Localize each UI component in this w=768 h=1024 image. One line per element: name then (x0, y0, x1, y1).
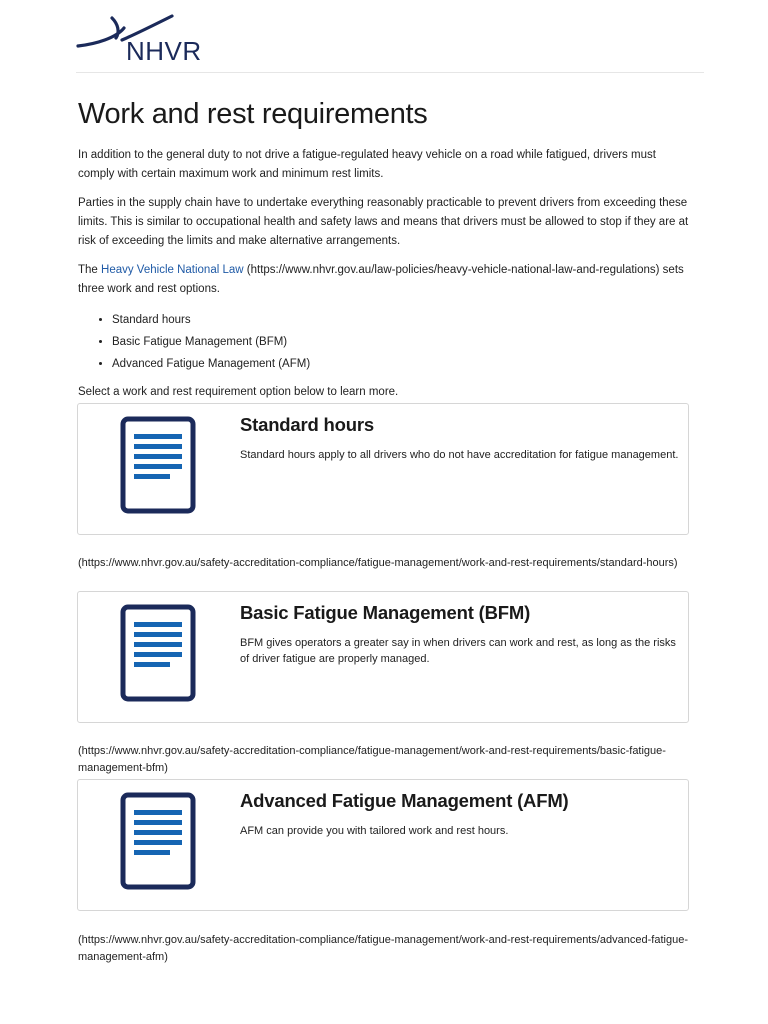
options-list (78, 309, 694, 375)
card-title: Basic Fatigue Management (BFM) (240, 602, 531, 623)
card-description: AFM can provide you with tailored work and rest hours. (240, 825, 509, 837)
card-url-afm: (https://www.nhvr.gov.au/safety-accreditation-compliance/fatigue-management/work-and-rest-requirements/advanced-fatigue-management-afm) (78, 934, 688, 963)
card-url-bfm: (https://www.nhvr.gov.au/safety-accreditation-compliance/fatigue-management/work-and-rest-requirements/basic-fatigue-management-bfm) (78, 745, 666, 774)
document-icon (120, 792, 196, 890)
list-item: • Basic Fatigue Management (BFM) (112, 331, 694, 353)
page-title: Work and rest requirements (78, 98, 428, 130)
card-standard-hours[interactable] (77, 403, 689, 535)
intro-paragraph-2: Parties in the supply chain have to undertake everything reasonably practicable to prevent drivers from exceeding these limits. This is similar to occupational health and safety laws and means that drivers must be allowed to stop if they are at risk of exceeding the limits and make alternative arrangements. (78, 197, 689, 247)
main-content (78, 96, 694, 412)
law-prefix: The (78, 264, 102, 276)
card-description: Standard hours apply to all drivers who do not have accreditation for fatigue management. (240, 449, 679, 461)
card-url-standard-hours: (https://www.nhvr.gov.au/safety-accreditation-compliance/fatigue-management/work-and-rest-requirements/standard-hours) (78, 557, 678, 569)
select-instruction: Select a work and rest requirement option below to learn more. (78, 386, 399, 398)
brand-name: NHVR (126, 36, 202, 66)
list-item: • Advanced Fatigue Management (AFM) (112, 353, 694, 375)
heavy-vehicle-national-law-link[interactable]: Heavy Vehicle National Law (101, 264, 244, 276)
site-header (0, 0, 768, 72)
list-item: • Standard hours (112, 309, 694, 331)
document-icon (120, 604, 196, 702)
card-title: Standard hours (240, 414, 374, 435)
law-suffix: (https://www.nhvr.gov.au/law-policies/heavy-vehicle-national-law-and-regulations) sets three work and rest options. (78, 264, 684, 295)
card-afm[interactable] (77, 779, 689, 911)
card-bfm[interactable] (77, 591, 689, 723)
intro-paragraph-1: In addition to the general duty to not drive a fatigue-regulated heavy vehicle on a road while fatigued, drivers must comply with certain maximum work and minimum rest limits. (78, 149, 656, 180)
card-title: Advanced Fatigue Management (AFM) (240, 790, 569, 811)
document-icon (120, 416, 196, 514)
header-divider (76, 72, 704, 73)
card-description: BFM gives operators a greater say in when drivers can work and rest, as long as the risks of driver fatigue are properly managed. (240, 637, 676, 665)
law-paragraph (78, 261, 694, 299)
